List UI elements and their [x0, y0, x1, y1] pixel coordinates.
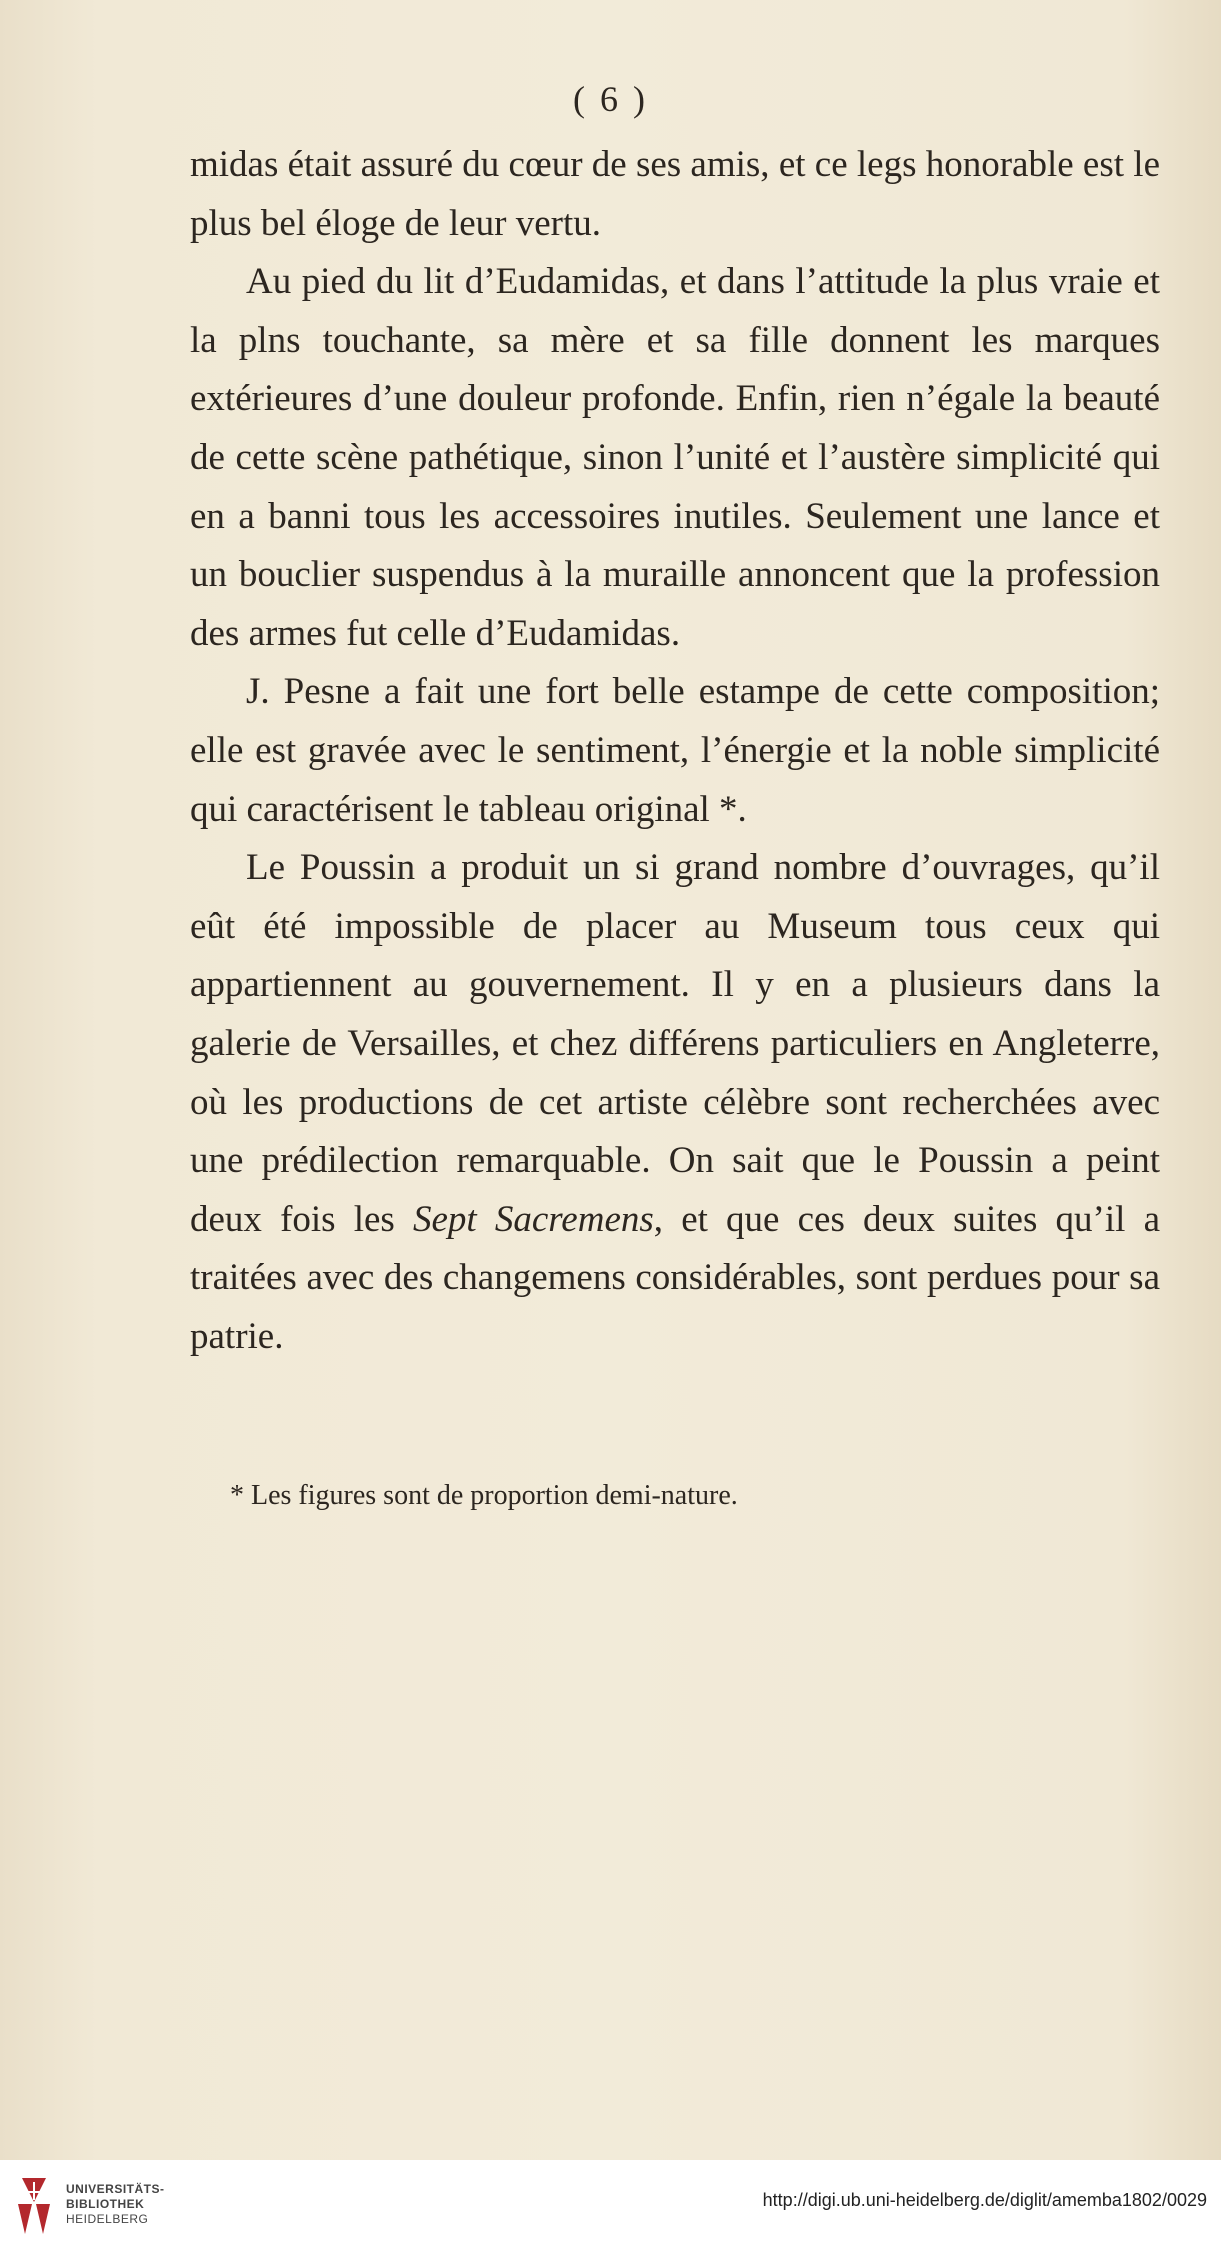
library-name-line-3: HEIDELBERG — [66, 2212, 149, 2226]
paragraph-1: midas était assuré du cœur de ses amis, et ce legs honorable est le plus bel éloge de leur vertu. — [190, 144, 1160, 244]
paragraph-3: J. Pesne a fait une fort belle estampe de cette composition; elle est gravée avec le sentiment, l’énergie et la noble simplicité qui caractérisent le tableau original *. — [190, 671, 1160, 830]
paragraph-4 — [190, 839, 1160, 1366]
library-name-line-1: UNIVERSITÄTS- — [66, 2182, 165, 2196]
footnote: * Les figures sont de proportion demi-nature. — [230, 1480, 738, 1511]
library-name-line-2: BIBLIOTHEK — [66, 2197, 145, 2211]
paragraph-4-text-b: , et que ces deux suites qu’il a traitées avec des changemens considérables, sont perdues pour sa patrie. — [190, 1198, 1160, 1357]
permalink-url[interactable]: http://digi.ub.uni-heidelberg.de/diglit/amemba1802/0029 — [762, 2190, 1207, 2210]
university-library-logo-icon — [14, 2174, 54, 2238]
paragraph-2: Au pied du lit d’Eudamidas, et dans l’attitude la plus vraie et la plns touchante, sa mère et sa fille donnent les marques extérieures d’une douleur profonde. Enfin, rien n’égale la beauté de cette scène pathétique, sinon l’unité et l’austère simplicité qui en a banni tous les accessoires inutiles. Seulement une lance et un bouclier suspendus à la muraille annoncent que la profession des armes fut celle d’Eudamidas. — [190, 261, 1160, 654]
library-name — [66, 2182, 165, 2227]
viewer-footer — [0, 2160, 1221, 2252]
italic-title: Sept Sacremens — [413, 1198, 654, 1240]
page-number: ( 6 ) — [573, 79, 648, 119]
paragraph-4-text-a: Le Poussin a produit un si grand nombre d’ouvrages, qu’il eût été impossible de placer au Museum tous ceux qui appartiennent au gouvernement. Il y en a plusieurs dans la galerie de Versailles, et chez différens particuliers en Angleterre, où les productions de cet artiste célèbre sont recherchées avec une prédilection remarquable. On sait que le Poussin a peint deux fois les — [190, 847, 1160, 1240]
body-text — [190, 136, 1160, 1366]
